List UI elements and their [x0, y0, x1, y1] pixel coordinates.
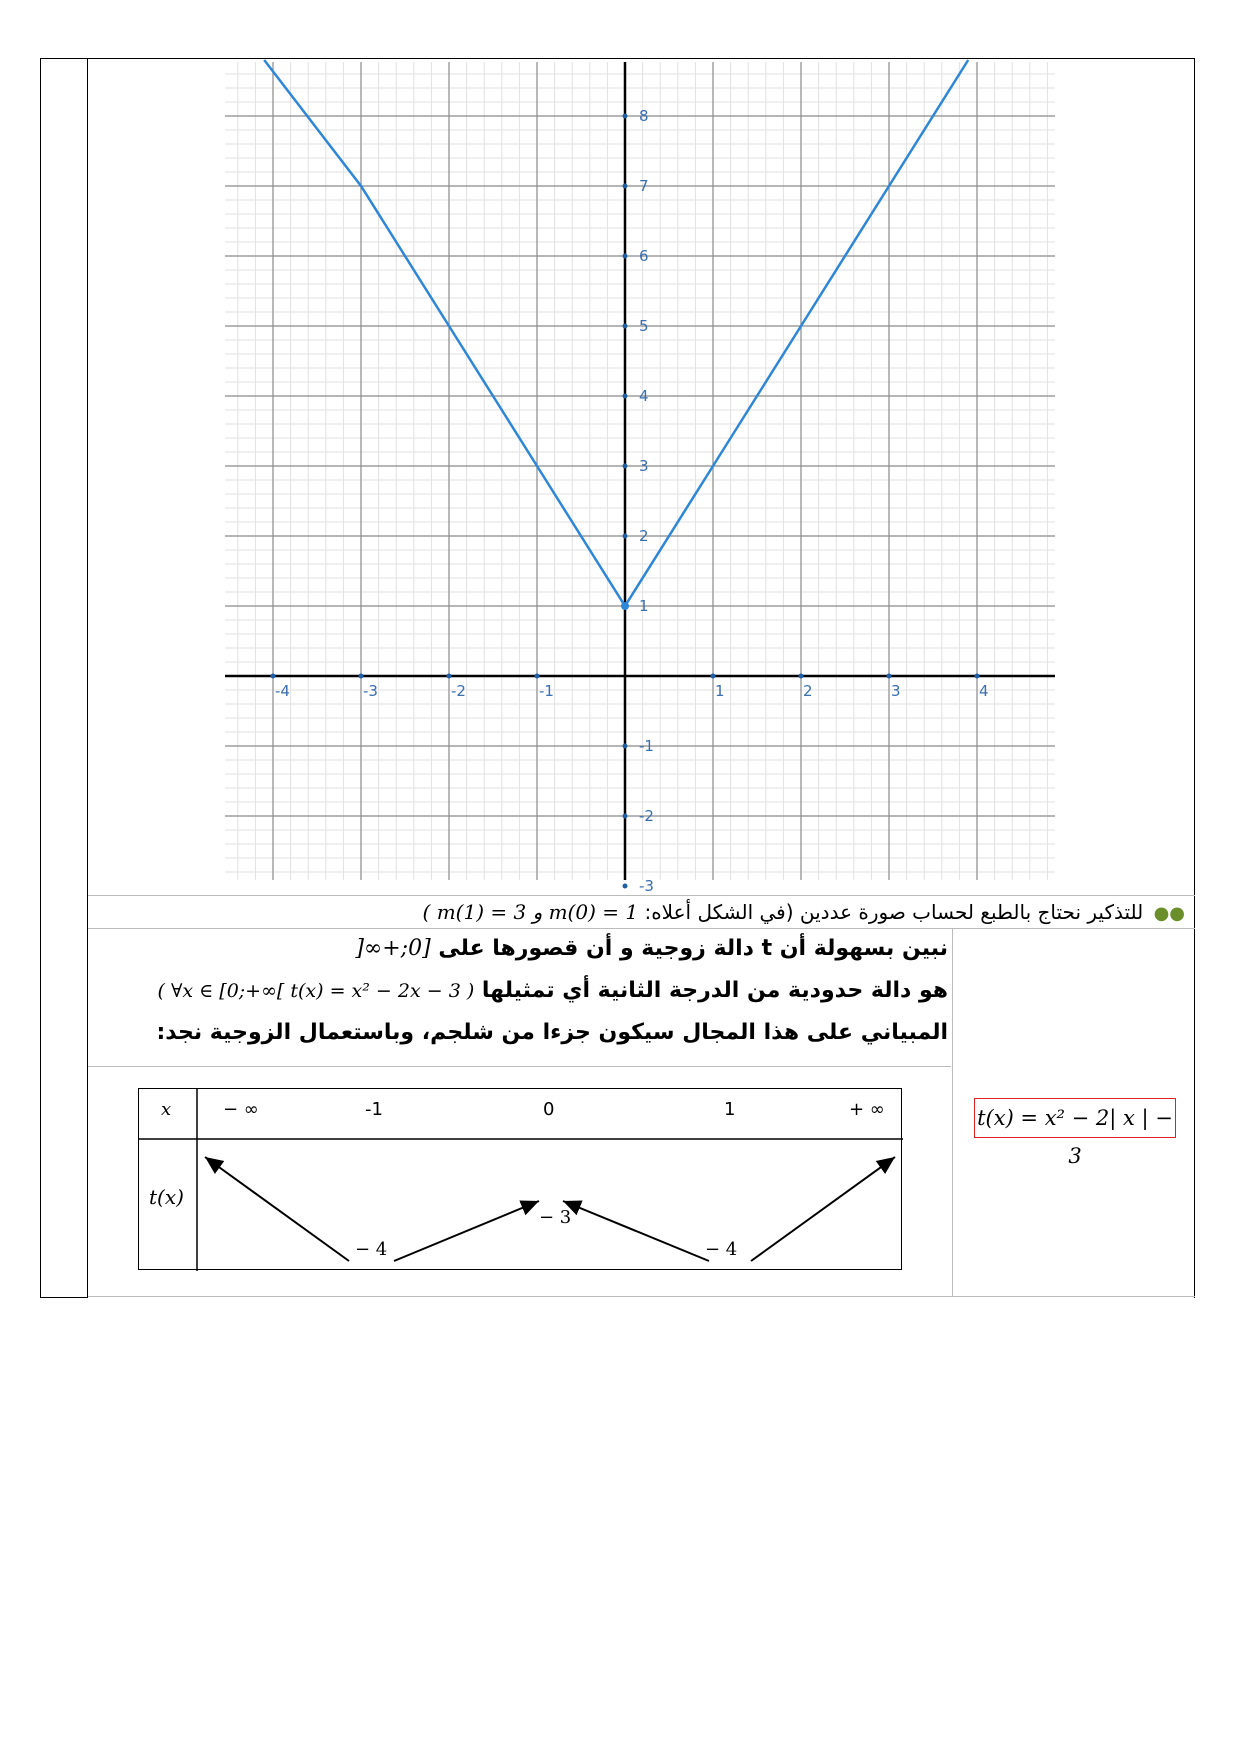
formula-text: t(x) = x² − 2| x | − 3: [977, 1106, 1173, 1168]
arrow-up-to-zero: [394, 1201, 539, 1261]
paragraph-line-1-text: نبين بسهولة أن t دالة زوجية و أن قصورها على: [438, 936, 948, 961]
paragraph-line-2: [148, 974, 948, 1008]
x-tick-label: -3: [363, 682, 378, 700]
y-tick-label: 3: [639, 457, 649, 475]
y-tick-dot: [623, 884, 628, 889]
x-tick-dot: [271, 674, 276, 679]
arrow-increasing-right: [751, 1157, 895, 1261]
t-value-min-left: − 4: [355, 1239, 388, 1260]
y-tick-label: 8: [639, 107, 649, 125]
paragraph-line-3: [148, 1016, 948, 1050]
arrow-increasing-left: [205, 1157, 349, 1261]
y-tick-label: 7: [639, 177, 649, 195]
x-tick-dot: [975, 674, 980, 679]
x-tick-dot: [711, 674, 716, 679]
x-tick-label: 3: [891, 682, 901, 700]
formula-box: [974, 1098, 1176, 1168]
x-tick-label: 4: [979, 682, 989, 700]
y-tick-label: -2: [639, 807, 654, 825]
series-line: [264, 60, 968, 606]
y-tick-dot: [623, 814, 628, 819]
note-math: m(0) = 1 و m(1) = 3 ): [422, 900, 639, 924]
speech-bubbles-icon: ●●: [1153, 903, 1185, 924]
y-tick-dot: [623, 184, 628, 189]
y-tick-dot: [623, 394, 628, 399]
row-divider: [88, 1066, 951, 1067]
y-tick-label: 4: [639, 387, 649, 405]
x-tick-label: -1: [539, 682, 554, 700]
t-value-center: − 3: [539, 1207, 572, 1228]
y-tick-dot: [623, 324, 628, 329]
paragraph-line-2-math: ( ∀x ∈ [0;+∞[ t(x) = x² − 2x − 3 ): [157, 980, 475, 1002]
note-text: للتذكير نحتاج بالطبع لحساب صورة عددين (في الشكل أعلاه:: [644, 900, 1144, 924]
y-tick-label: 5: [639, 317, 649, 335]
x-value: + ∞: [849, 1099, 885, 1120]
t-value-min-right: − 4: [705, 1239, 738, 1260]
reminder-note: [115, 895, 1185, 929]
function-graph: [225, 62, 1055, 895]
paragraph-line-3-text: المبياني على هذا المجال سيكون جزءا من شلجم، وباستعمال الزوجية نجد:: [156, 1020, 948, 1045]
x-tick-dot: [447, 674, 452, 679]
x-tick-label: 1: [715, 682, 725, 700]
x-tick-label: -2: [451, 682, 466, 700]
x-value: 1: [724, 1099, 736, 1120]
y-tick-dot: [623, 534, 628, 539]
row-divider: [88, 1296, 1195, 1297]
paragraph-line-1: [148, 932, 948, 966]
y-tick-label: 6: [639, 247, 649, 265]
x-tick-label: -4: [275, 682, 290, 700]
paragraph-line-2-text: هو دالة حدودية من الدرجة الثانية أي تمثيلها: [481, 978, 948, 1003]
x-tick-dot: [799, 674, 804, 679]
x-value: − ∞: [223, 1099, 259, 1120]
x-tick-dot: [359, 674, 364, 679]
x-tick-dot: [535, 674, 540, 679]
y-tick-label: -3: [639, 877, 654, 895]
vertex-point: [621, 602, 629, 610]
x-tick-label: 2: [803, 682, 813, 700]
arrow-down-from-zero: [563, 1201, 709, 1261]
column-divider: [952, 928, 953, 1296]
row-label-tx: t(x): [149, 1185, 184, 1209]
variation-table: [138, 1088, 902, 1270]
y-tick-label: 1: [639, 597, 649, 615]
right-border: [1194, 58, 1195, 1298]
x-value: -1: [365, 1099, 383, 1120]
paragraph-line-1-math: [0;+∞[: [355, 936, 431, 961]
y-tick-dot: [623, 114, 628, 119]
y-tick-label: -1: [639, 737, 654, 755]
y-tick-dot: [623, 744, 628, 749]
x-value: 0: [543, 1099, 555, 1120]
y-tick-dot: [623, 254, 628, 259]
x-tick-dot: [887, 674, 892, 679]
left-margin-column: [40, 58, 88, 1298]
row-label-x: x: [161, 1099, 172, 1120]
y-tick-label: 2: [639, 527, 649, 545]
y-tick-dot: [623, 464, 628, 469]
